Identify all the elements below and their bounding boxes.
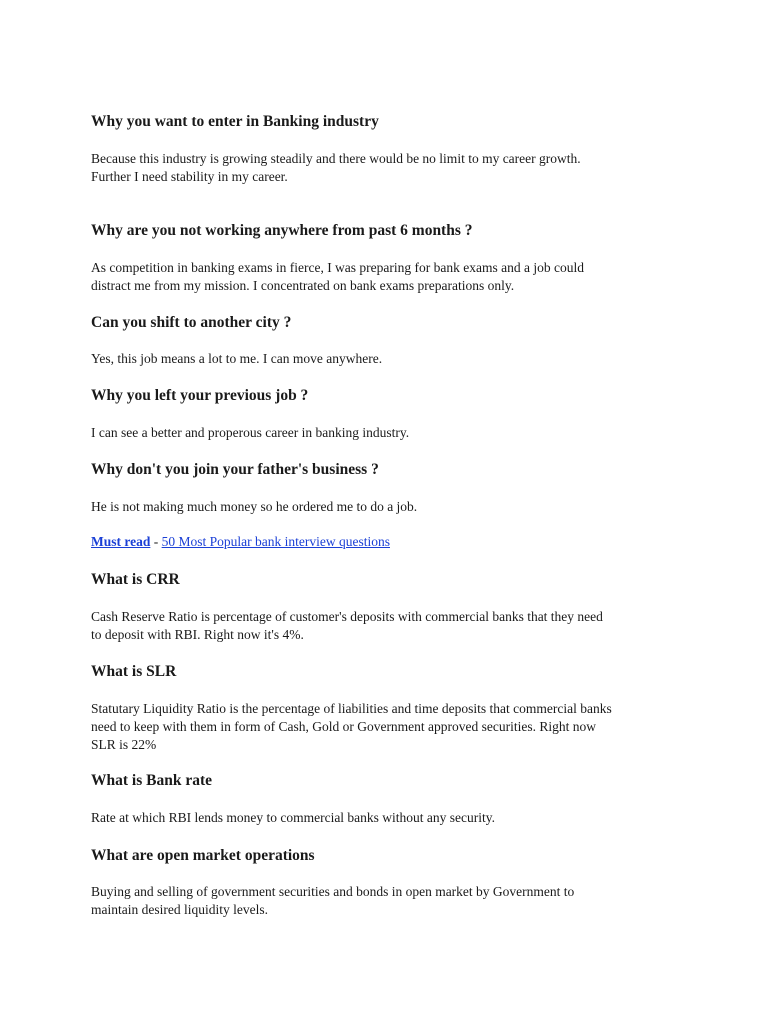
answer-line: Yes, this job means a lot to me. I can move anywhere.: [91, 351, 383, 366]
question-heading: Can you shift to another city ?: [91, 314, 292, 331]
qa-item: [91, 112, 691, 132]
qa-item: [91, 460, 691, 480]
answer-paragraph: [91, 424, 691, 442]
answer-paragraph: [91, 700, 691, 754]
answer-line: Buying and selling of government securities and bonds in open market by Government to: [91, 884, 575, 899]
answer-line: Statutary Liquidity Ratio is the percentage of liabilities and time deposits that commercial banks: [91, 701, 612, 716]
qa-item: [91, 386, 691, 406]
qa-item: [91, 570, 691, 590]
answer-line: As competition in banking exams in fierce, I was preparing for bank exams and a job could: [91, 260, 584, 275]
qa-item: [91, 313, 691, 333]
answer-line: maintain desired liquidity levels.: [91, 902, 268, 917]
answer-line: Further I need stability in my career.: [91, 169, 288, 184]
qa-item: [91, 662, 691, 682]
answer-paragraph: [91, 608, 691, 644]
answer-line: Cash Reserve Ratio is percentage of customer's deposits with commercial banks that they need: [91, 609, 603, 624]
question-heading: What are open market operations: [91, 847, 315, 864]
question-heading: What is SLR: [91, 663, 177, 680]
answer-paragraph: [91, 259, 691, 295]
question-heading: Why you want to enter in Banking industry: [91, 113, 379, 130]
answer-line: Because this industry is growing steadily and there would be no limit to my career growth.: [91, 151, 581, 166]
answer-paragraph: [91, 350, 691, 368]
answer-paragraph: [91, 809, 691, 827]
question-heading: Why are you not working anywhere from past 6 months ?: [91, 222, 473, 239]
question-heading: Why don't you join your father's business ?: [91, 461, 379, 478]
answer-line: I can see a better and properous career in banking industry.: [91, 425, 410, 440]
answer-paragraph: [91, 883, 691, 919]
answer-line: He is not making much money so he ordered me to do a job.: [91, 499, 418, 514]
popular-questions-link[interactable]: 50 Most Popular bank interview questions: [161, 534, 390, 549]
answer-line: need to keep with them in form of Cash, Gold or Government approved securities. Right now: [91, 719, 597, 734]
qa-item: [91, 221, 691, 241]
answer-line: Rate at which RBI lends money to commercial banks without any security.: [91, 810, 496, 825]
answer-line: distract me from my mission. I concentrated on bank exams preparations only.: [91, 278, 515, 293]
must-read-separator: -: [150, 534, 162, 549]
must-read-line: [91, 533, 691, 551]
answer-line: SLR is 22%: [91, 737, 157, 752]
answer-line: to deposit with RBI. Right now it's 4%.: [91, 627, 304, 642]
qa-item: [91, 846, 691, 866]
answer-paragraph: [91, 150, 691, 186]
answer-paragraph: [91, 498, 691, 516]
must-read-link[interactable]: Must read: [91, 534, 151, 549]
question-heading: What is Bank rate: [91, 772, 212, 789]
question-heading: What is CRR: [91, 571, 180, 588]
question-heading: Why you left your previous job ?: [91, 387, 309, 404]
qa-item: [91, 771, 691, 791]
